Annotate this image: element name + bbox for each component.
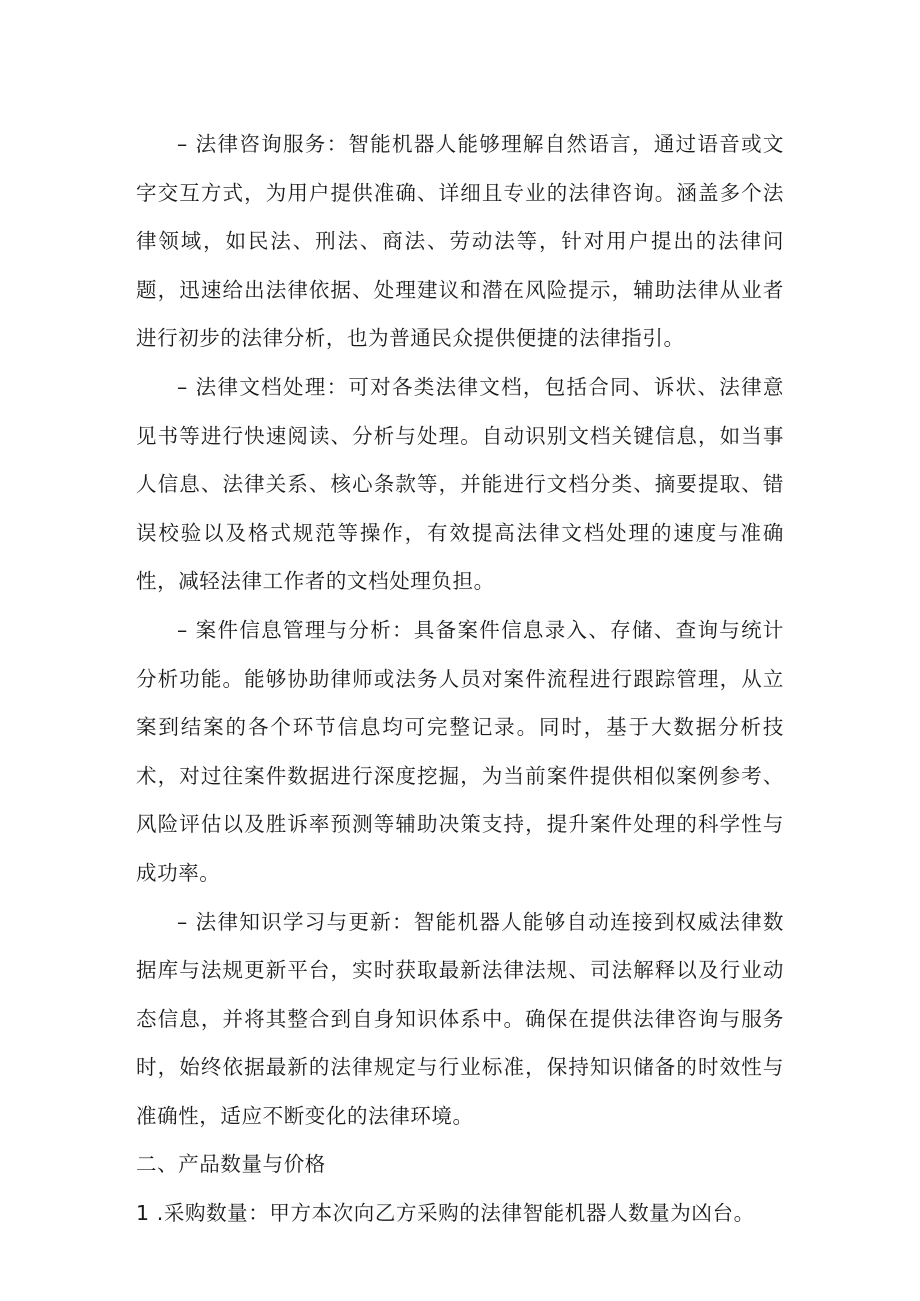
paragraph-legal-consulting: – 法律咨询服务：智能机器人能够理解自然语言，通过语音或文字交互方式，为用户提供准确、详细且专业的法律咨询。涵盖多个法律领域，如民法、刑法、商法、劳动法等，针对用户提出的法律问题，迅速给出法律依据、处理建议和潜在风险提示，辅助法律从业者进行初步的法律分析，也为普通民众提供便捷的法律指引。 — [136, 132, 784, 351]
section-heading: 二、产品数量与价格 — [136, 1152, 326, 1177]
paragraph-legal-document: – 法律文档处理：可对各类法律文档，包括合同、诉状、法律意见书等进行快速阅读、分析与处理。自动识别文档关键信息，如当事人信息、法律关系、核心条款等，并能进行文档分类、摘要提取、错误校验以及格式规范等操作，有效提高法律文档处理的速度与准确性，减轻法律工作者的文档处理负担。 — [136, 374, 784, 594]
clause-purchase-quantity: 1 .采购数量：甲方本次向乙方采购的法律智能机器人数量为凶台。 — [136, 1201, 755, 1226]
paragraph-knowledge-update: – 法律知识学习与更新：智能机器人能够自动连接到权威法律数据库与法规更新平台，实时获取最新法律法规、司法解释以及行业动态信息，并将其整合到自身知识体系中。确保在提供法律咨询与服务时，始终依据最新的法律规定与行业标准，保持知识储备的时效性与准确性，适应不断变化的法律环境。 — [136, 909, 784, 1128]
paragraph-case-management: – 案件信息管理与分析：具备案件信息录入、存储、查询与统计分析功能。能够协助律师或法务人员对案件流程进行跟踪管理，从立案到结案的各个环节信息均可完整记录。同时，基于大数据分析技术，对过往案件数据进行深度挖掘，为当前案件提供相似案例参考、风险评估以及胜诉率预测等辅助决策支持，提升案件处理的科学性与成功率。 — [136, 617, 784, 885]
